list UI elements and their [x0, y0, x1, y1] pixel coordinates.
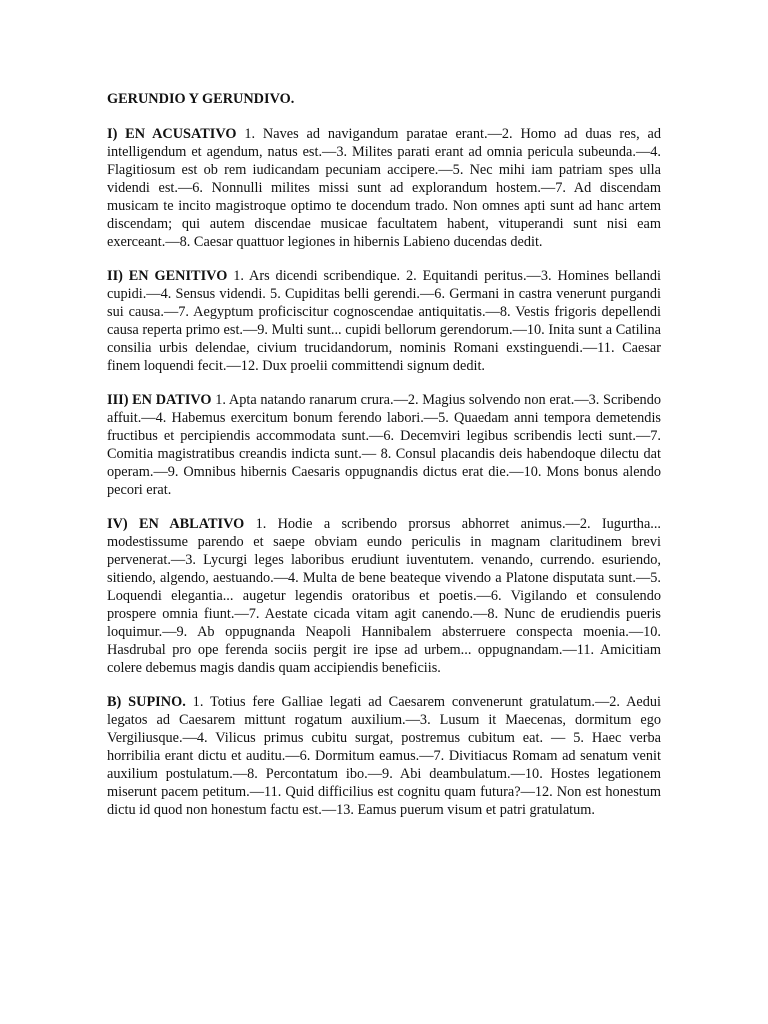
section-heading-acusativo: I) EN ACUSATIVO [107, 126, 237, 142]
document-title: GERUNDIO Y GERUNDIVO. [107, 91, 295, 107]
section-heading-ablativo: IV) EN ABLATIVO [107, 516, 245, 532]
section-text-dativo: 1. Apta natando ranarum crura.—2. Magius solvendo non erat.—3. Scribendo affuit.—4. Habemus exercitum bonum ferendo labori.—5. Quaedam anni tempora demetendis fructibus et percipiendis accommodata sunt.—6. Decemviri legibus scribendis lecti sunt.—7. Comitia magistratibus creandis indicta sunt.— 8. Consul placandis deis habendoque dilectu dat operam.—9. Omnibus hibernis Caesaris oppugnandis dictus erat die.—10. Mons bonus alendo pecori erat. [107, 392, 661, 498]
document-page [107, 90, 661, 835]
section-text-ablativo: 1. Hodie a scribendo prorsus abhorret animus.—2. Iugurtha... modestissume parendo et saepe obviam eundo periculis in magnam claritudinem brevi pervenerat.—3. Lycurgi leges laboribus erudiunt iuventutem. venando, currendo. esuriendo, sitiendo, algendo, aestuando.—4. Multa de bene beateque vivendo a Platone disputata sunt.—5. Loquendi elegantia... augetur legendis oratoribus et poetis.—6. Vigilando et consulendo prospere omnia fiunt.—7. Aestate cicada vitam agit canendo.—8. Nunc de erudiendis pueris loquimur.—9. Ab oppugnanda Neapoli Hannibalem absterruere conspecta moenia.—10. Hasdrubal pro ope ferenda sociis pergit ire ipse ad urbem... oppugnandam.—11. Amicitiam colere debemus magis dandis quam accipiendis beneficiis. [107, 516, 662, 676]
section-text-supino: 1. Totius fere Galliae legati ad Caesarem convenerunt gratulatum.—2. Aedui legatos ad Caesarem mittunt rogatum auxilium.—3. Lusum it Maecenas, dormitum ego Vergiliusque.—4. Vilicus primus cubitu surgat, postremus cubitum eat. — 5. Haec verba horribilia erant dictu et auditu.—6. Dormitum eamus.—7. Divitiacus Romam ad senatum venit auxilium postulatum.—8. Percontatum ibo.—9. Abi deambulatum.—10. Hostes legationem miserunt pacem petitum.—11. Quid difficilius est cognitu quam futura?—12. Non est honestum dictu id quod non honestum factu est.—13. Eamus puerum visum et patri gratulatum. [107, 694, 662, 818]
section-dativo [107, 391, 661, 499]
section-text-acusativo: 1. Naves ad navigandum paratae erant.—2. Homo ad duas res, ad intelligendum et agendum, natus est.—3. Milites parati erant ad omnia pericula subeunda.—4. Flagitiosum est ob rem iudicandam pecuniam accipere.—5. Nec mihi iam patriam spes ulla videndi est.—6. Nonnulli milites missi sunt ad explorandum hostem.—7. Ad discendam musicam te incito magistroque optimo te docendum trado. Non omnes apti sunt ad hanc artem discendam; qui autem discendae musicae facultatem habent, vituperandi sunt nisi eam exerceant.—8. Caesar quattuor legiones in hibernis Labieno ducendas dedit. [107, 126, 661, 250]
section-heading-dativo: III) EN DATIVO [107, 392, 212, 408]
section-text-genitivo: 1. Ars dicendi scribendique. 2. Equitandi peritus.—3. Homines bellandi cupidi.—4. Sensus videndi. 5. Cupiditas belli gerendi.—6. Germani in castra venerunt purgandi sui causa.—7. Aegyptum proficiscitur cognoscendae antiquitatis.—8. Vestis frigoris depellendi causa reperta primo est.—9. Multi sunt... cupidi bellorum gerendorum.—10. Inita sunt a Catilina consilia urbis delendae, civium trucidandorum, nominis Romani exstinguendi.—11. Caesar finem loquendi fecit.—12. Dux proelii committendi signum dedit. [107, 268, 662, 374]
section-ablativo [107, 515, 661, 677]
section-genitivo [107, 267, 661, 375]
section-acusativo [107, 125, 661, 251]
section-supino [107, 693, 661, 819]
section-heading-supino: B) SUPINO. [107, 694, 186, 710]
section-heading-genitivo: II) EN GENITIVO [107, 268, 228, 284]
